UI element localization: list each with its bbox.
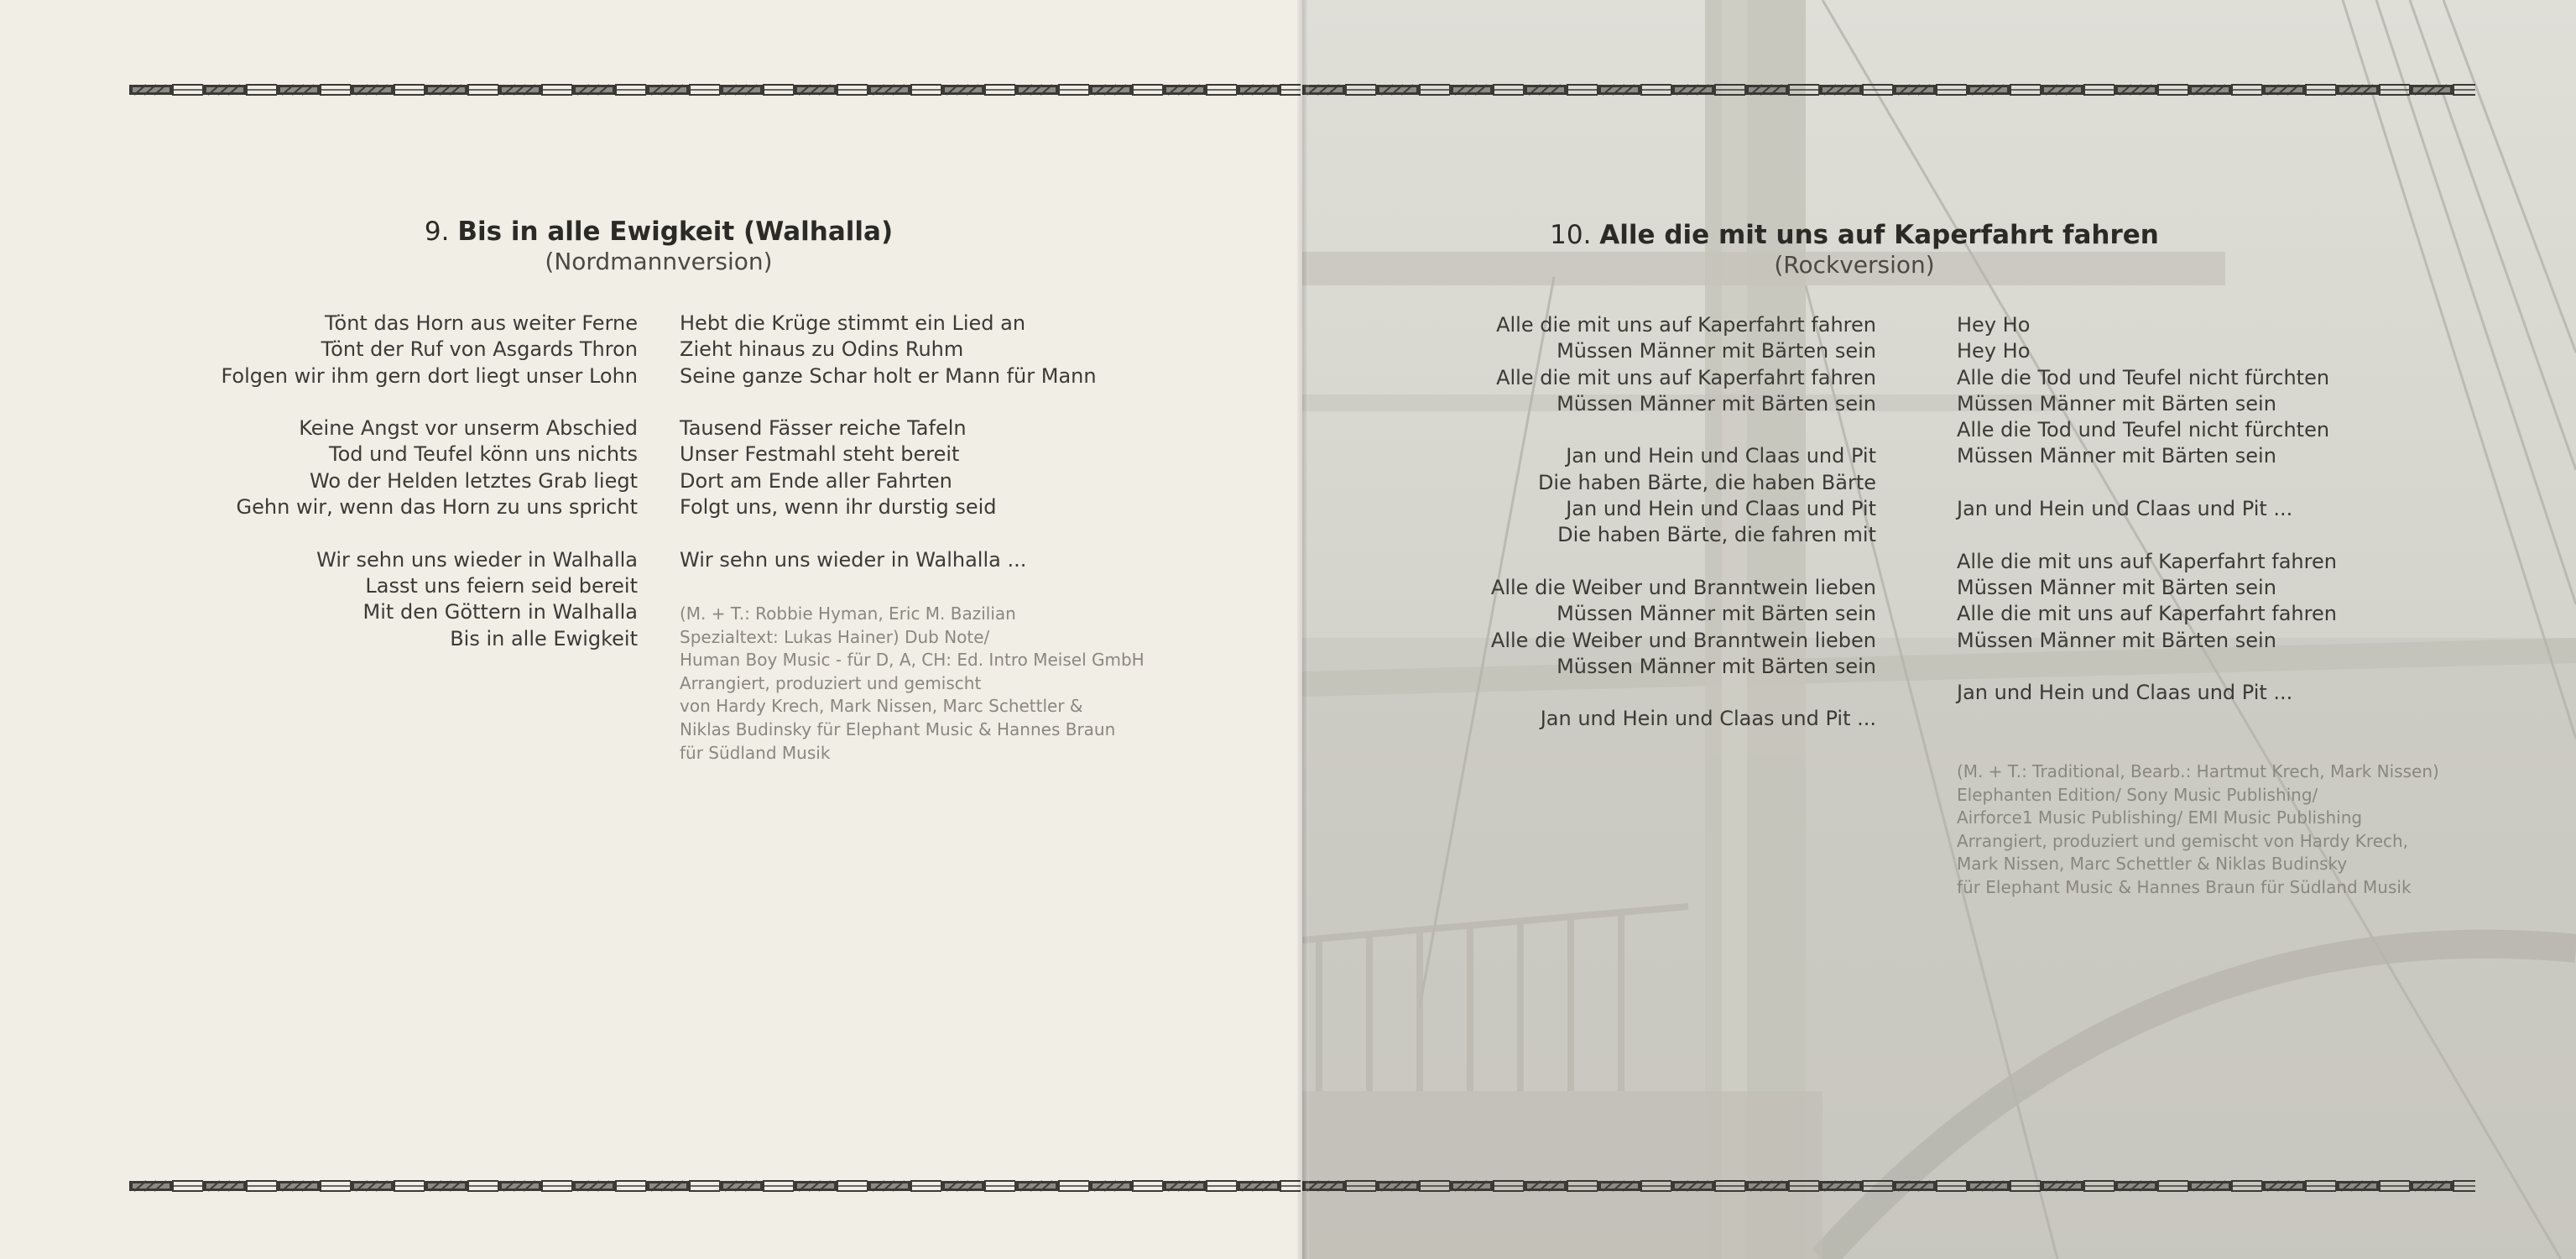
track-9-heading — [323, 215, 994, 275]
lyric-line: Wo der Helden letztes Grab liegt — [310, 468, 638, 493]
stanza — [1957, 549, 2477, 654]
rope-border-icon — [129, 1178, 1301, 1194]
lyric-line: Müssen Männer mit Bärten sein — [1957, 444, 2276, 468]
booklet-fold — [1297, 0, 1309, 1259]
credit-line: Arrangiert, produziert und gemischt — [680, 672, 982, 693]
lyric-line: Tod und Teufel könn uns nichts — [328, 442, 638, 467]
lyric-line: Folgen wir ihm gern dort liegt unser Lohn — [221, 363, 638, 388]
lyric-line: Dort am Ende aller Fahrten — [680, 468, 952, 493]
credit-line: (M. + T.: Robbie Hyman, Eric M. Bazilian — [680, 603, 1016, 624]
lyric-line: Wir sehn uns wieder in Walhalla ... — [680, 547, 1027, 572]
stanza — [1957, 312, 2477, 365]
lyric-line: Müssen Männer mit Bärten sein — [1957, 575, 2276, 599]
lyric-line: Alle die Tod und Teufel nicht fürchten — [1957, 418, 2330, 442]
credit-line: Mark Nissen, Marc Schettler & Niklas Budinsky — [1957, 854, 2348, 875]
lyrics-column-1 — [168, 311, 638, 678]
credit-line: für Elephant Music & Hannes Braun für Südland Musik — [1957, 876, 2412, 897]
stanza — [168, 547, 638, 652]
lyric-line: Tausend Fässer reiche Tafeln — [680, 416, 967, 441]
credit-line: Spezialtext: Lukas Hainer) Dub Note/ — [680, 626, 990, 647]
lyric-line: Alle die mit uns auf Kaperfahrt fahren — [1957, 602, 2337, 626]
credits-block — [680, 603, 1145, 765]
credit-line: Niklas Budinsky für Elephant Music & Hannes Braun — [680, 718, 1116, 739]
lyric-line: Hey Ho — [1957, 313, 2031, 337]
lyric-line: Gehn wir, wenn das Horn zu uns spricht — [236, 495, 638, 520]
lyric-line: Keine Angst vor unserm Abschied — [299, 416, 638, 441]
stanza — [1344, 312, 1876, 417]
lyric-line: Die haben Bärte, die haben Bärte — [1537, 470, 1876, 494]
lyric-line: Müssen Männer mit Bärten sein — [1957, 628, 2276, 652]
stanza — [168, 415, 638, 520]
lyric-line: Jan und Hein und Claas und Pit — [1566, 497, 1876, 521]
lyric-line: Alle die mit uns auf Kaperfahrt fahren — [1496, 313, 1876, 337]
track-number: 9. — [424, 217, 450, 247]
credit-line: für Südland Musik — [680, 742, 831, 763]
lyric-line: Jan und Hein und Claas und Pit ... — [1957, 681, 2293, 705]
rope-border-icon — [1302, 82, 2475, 97]
credits-block — [1957, 760, 2439, 900]
credit-line: Arrangiert, produziert und gemischt von Hardy Krech, — [1957, 830, 2409, 851]
rope-border-icon — [1302, 1178, 2475, 1194]
stanza — [168, 311, 638, 389]
top-decorative-border-left — [129, 82, 1301, 97]
track-10-heading — [1519, 218, 2190, 279]
lyric-line: Jan und Hein und Claas und Pit ... — [1957, 497, 2293, 521]
lyric-line: Alle die mit uns auf Kaperfahrt fahren — [1496, 365, 1876, 389]
track-number: 10. — [1550, 220, 1592, 250]
lyric-line: Unser Festmahl steht bereit — [680, 442, 960, 467]
lyric-line: Hebt die Krüge stimmt ein Lied an — [680, 311, 1026, 335]
credit-line: (M. + T.: Traditional, Bearb.: Hartmut Krech, Mark Nissen) — [1957, 761, 2439, 781]
stanza — [1957, 680, 2477, 706]
lyric-line: Müssen Männer mit Bärten sein — [1557, 602, 1876, 626]
lyric-line: Müssen Männer mit Bärten sein — [1957, 391, 2276, 415]
stanza — [1344, 443, 1876, 548]
stanza — [680, 415, 1150, 520]
lyric-line: Hey Ho — [1957, 339, 2031, 363]
lyric-line: Alle die Weiber und Branntwein lieben — [1490, 575, 1876, 599]
bottom-decorative-border-right — [1302, 1178, 2475, 1194]
stanza — [1957, 365, 2477, 470]
credit-line: von Hardy Krech, Mark Nissen, Marc Schettler & — [680, 696, 1083, 717]
stanza — [680, 311, 1150, 389]
lyric-line: Alle die Tod und Teufel nicht fürchten — [1957, 365, 2330, 389]
lyric-line: Seine ganze Schar holt er Mann für Mann — [680, 363, 1097, 388]
lyric-line: Mit den Göttern in Walhalla — [362, 600, 638, 624]
lyric-line: Müssen Männer mit Bärten sein — [1557, 391, 1876, 415]
credit-line: Airforce1 Music Publishing/ EMI Music Publishing — [1957, 807, 2363, 828]
lyric-line: Bis in alle Ewigkeit — [450, 626, 638, 650]
lyric-line: Folgt uns, wenn ihr durstig seid — [680, 495, 997, 520]
stanza — [1344, 706, 1876, 732]
stanza — [1957, 496, 2477, 522]
rope-border-icon — [129, 82, 1301, 97]
lyric-line: Wir sehn uns wieder in Walhalla — [316, 547, 638, 572]
lyric-line: Tönt das Horn aus weiter Ferne — [324, 311, 638, 335]
lyric-line: Jan und Hein und Claas und Pit ... — [1540, 707, 1876, 731]
lyrics-column-1 — [1344, 312, 1876, 759]
lyrics-column-2 — [680, 311, 1150, 590]
lyric-line: Alle die mit uns auf Kaperfahrt fahren — [1957, 549, 2337, 573]
lyric-line: Müssen Männer mit Bärten sein — [1557, 339, 1876, 363]
lyric-line: Zieht hinaus zu Odins Ruhm — [680, 337, 964, 362]
track-subtitle: (Rockversion) — [1774, 251, 1935, 279]
stanza — [680, 547, 1150, 573]
track-title: Alle die mit uns auf Kaperfahrt fahren — [1599, 220, 2159, 250]
top-decorative-border-right — [1302, 82, 2475, 97]
credit-line: Human Boy Music - für D, A, CH: Ed. Intro Meisel GmbH — [680, 650, 1145, 671]
lyric-line: Tönt der Ruf von Asgards Thron — [321, 337, 638, 362]
lyric-line: Die haben Bärte, die fahren mit — [1557, 523, 1876, 547]
lyric-line: Jan und Hein und Claas und Pit — [1566, 444, 1876, 468]
bottom-decorative-border-left — [129, 1178, 1301, 1194]
track-title: Bis in alle Ewigkeit (Walhalla) — [457, 217, 894, 247]
credit-line: Elephanten Edition/ Sony Music Publishing/ — [1957, 784, 2318, 805]
lyric-line: Müssen Männer mit Bärten sein — [1557, 654, 1876, 678]
lyric-line: Lasst uns feiern seid bereit — [365, 573, 638, 598]
track-subtitle: (Nordmannversion) — [545, 248, 773, 275]
lyric-line: Alle die Weiber und Branntwein lieben — [1490, 628, 1876, 652]
right-page — [1302, 0, 2576, 1259]
stanza — [1344, 575, 1876, 680]
lyrics-column-2 — [1957, 312, 2477, 733]
